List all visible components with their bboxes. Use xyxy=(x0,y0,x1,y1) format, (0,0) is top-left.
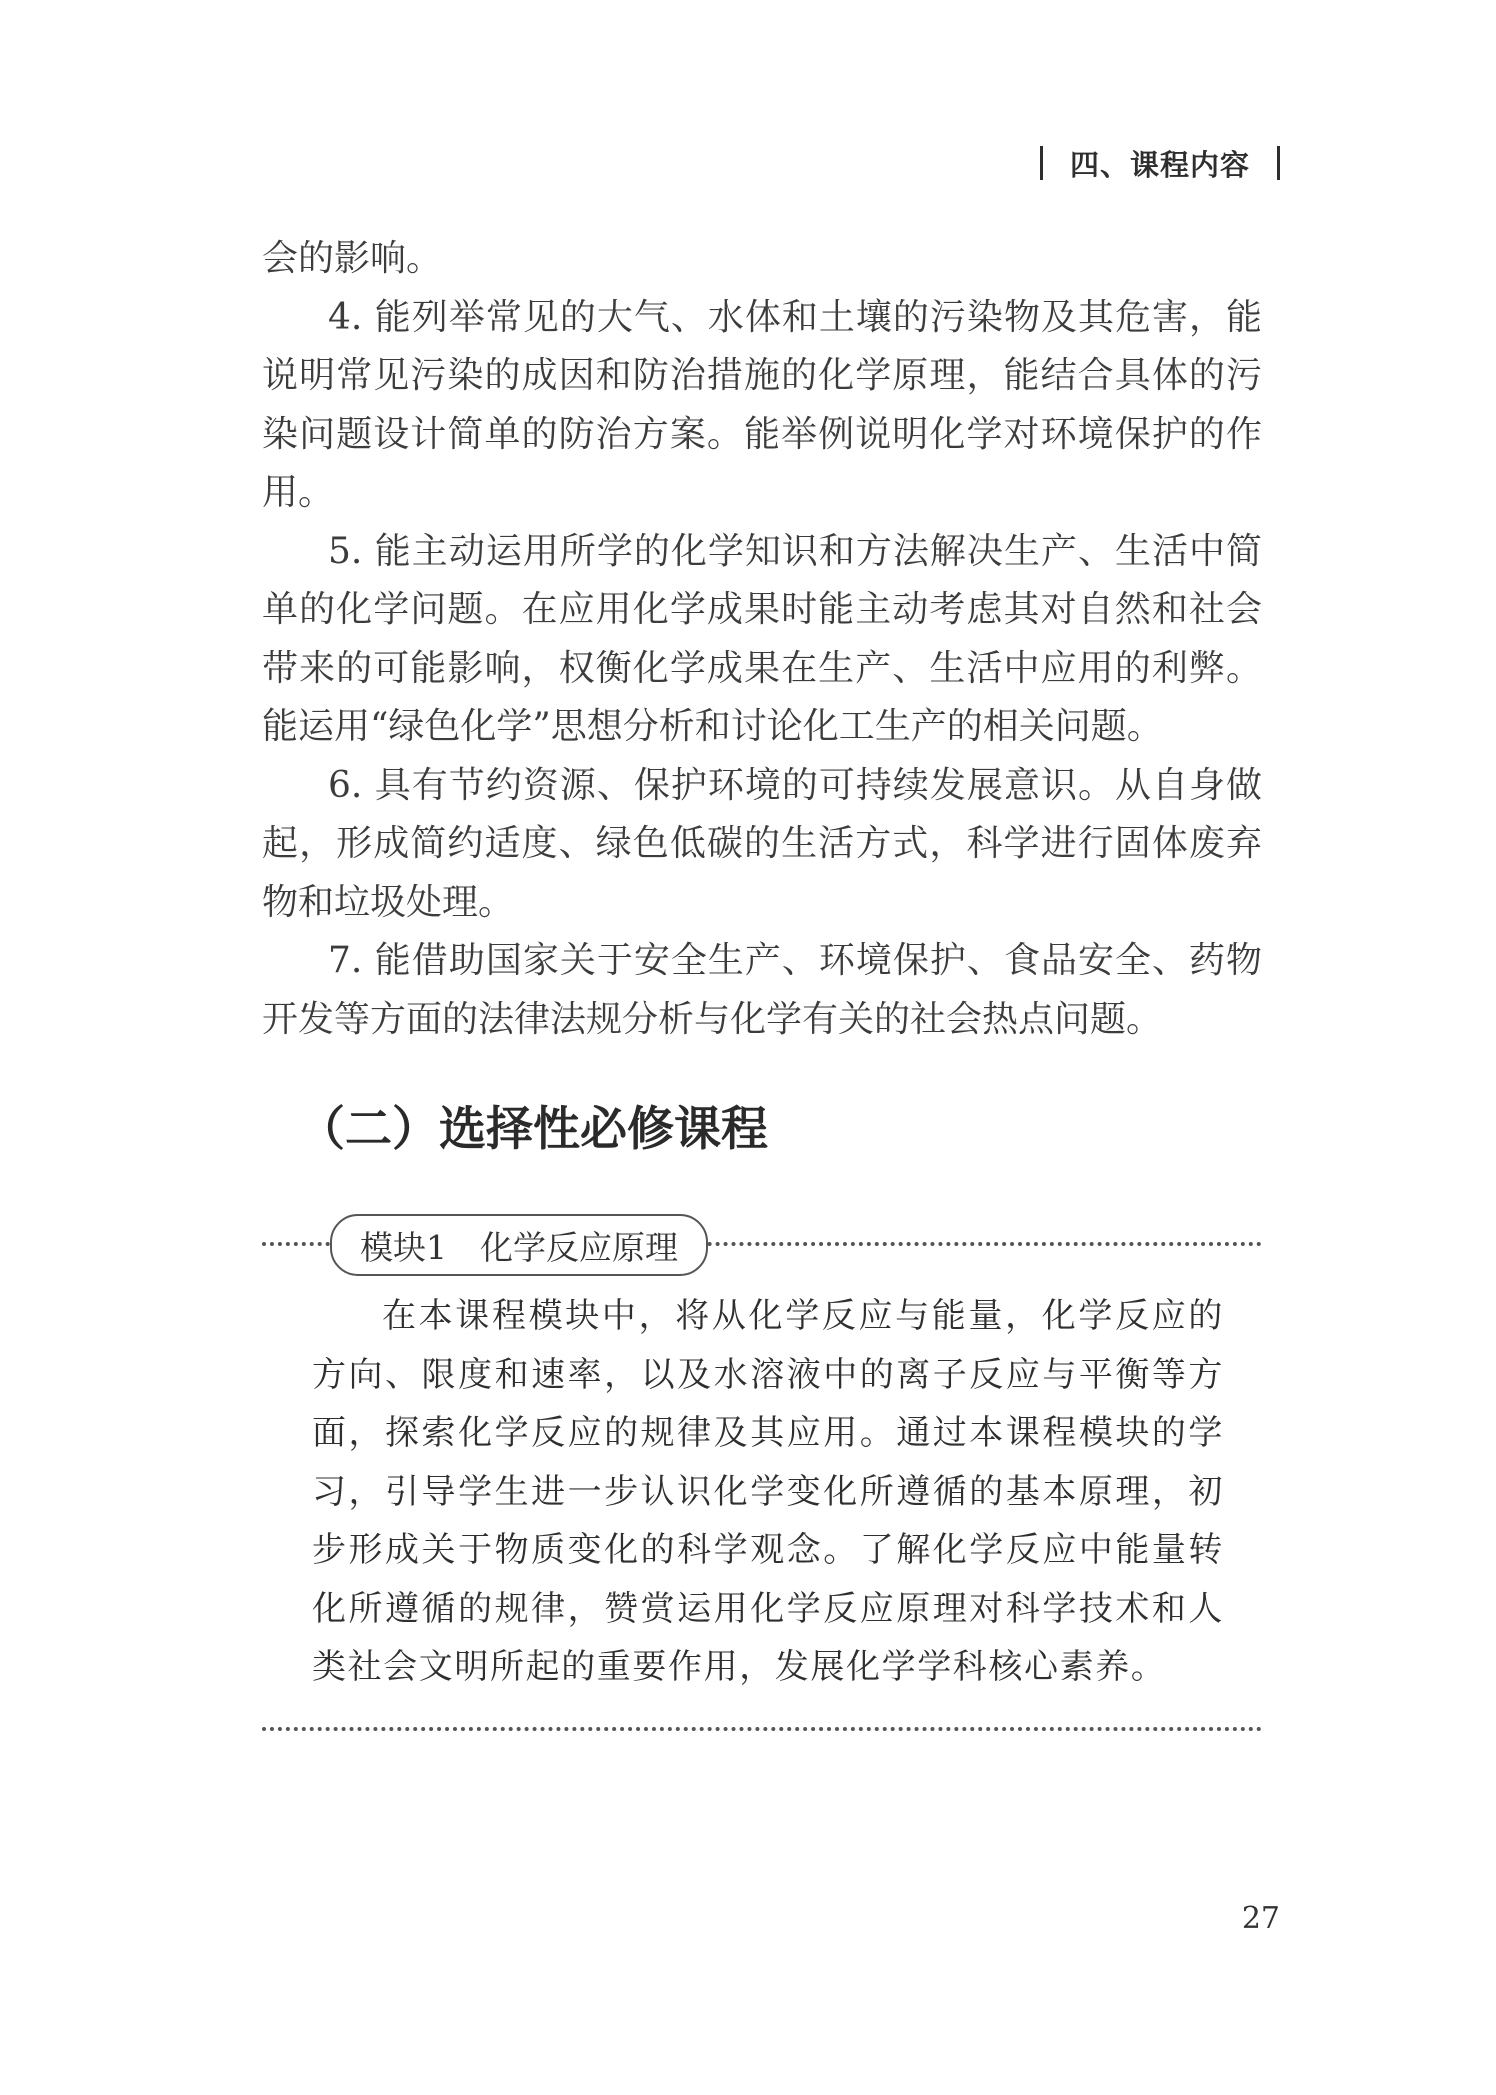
page-number: 27 xyxy=(1241,1901,1280,1936)
list-item-5: 5. 能主动运用所学的化学知识和方法解决生产、生活中简单的化学问题。在应用化学成果时能主动考虑其对自然和社会带来的可能影响，权衡化学成果在生产、生活中应用的利弊。能运用“绿色化学”思想分析和讨论化工生产的相关问题。 xyxy=(262,530,1262,747)
module-bottom-divider xyxy=(262,1727,1262,1731)
list-item-7: 7. 能借助国家关于安全生产、环境保护、食品安全、药物开发等方面的法律法规分析与化学有关的社会热点问题。 xyxy=(262,940,1262,1040)
module-intro-paragraph: 在本课程模块中，将从化学反应与能量，化学反应的方向、限度和速率，以及水溶液中的离子反应与平衡等方面，探索化学反应的规律及其应用。通过本课程模块的学习，引导学生进一步认识化学变化所遵循的基本原理，初步形成关于物质变化的科学观念。了解化学反应中能量转化所遵循的规律，赞赏运用化学反应原理对科学技术和人类社会文明所起的重要作用，发展化学学科核心素养。 xyxy=(312,1296,1224,1687)
module-intro xyxy=(312,1287,1224,1697)
body-text xyxy=(262,230,1262,1049)
header-section-title: 四、课程内容 xyxy=(1069,147,1250,182)
module-tab-label: 模块1 化学反应原理 xyxy=(330,1214,708,1276)
continued-paragraph: 会的影响。 xyxy=(262,238,443,279)
running-header xyxy=(1040,138,1280,188)
list-item-4: 4. 能列举常见的大气、水体和土壤的污染物及其危害，能说明常见污染的成因和防治措施的化学原理，能结合具体的污染问题设计简单的防治方案。能举例说明化学对环境保护的作用。 xyxy=(262,296,1262,513)
list-item-6: 6. 具有节约资源、保护环境的可持续发展意识。从自身做起，形成简约适度、绿色低碳的生活方式，科学进行固体废弃物和垃圾处理。 xyxy=(262,764,1262,923)
header-right-rule xyxy=(1277,146,1280,180)
section-heading: （二）选择性必修课程 xyxy=(298,1102,768,1157)
